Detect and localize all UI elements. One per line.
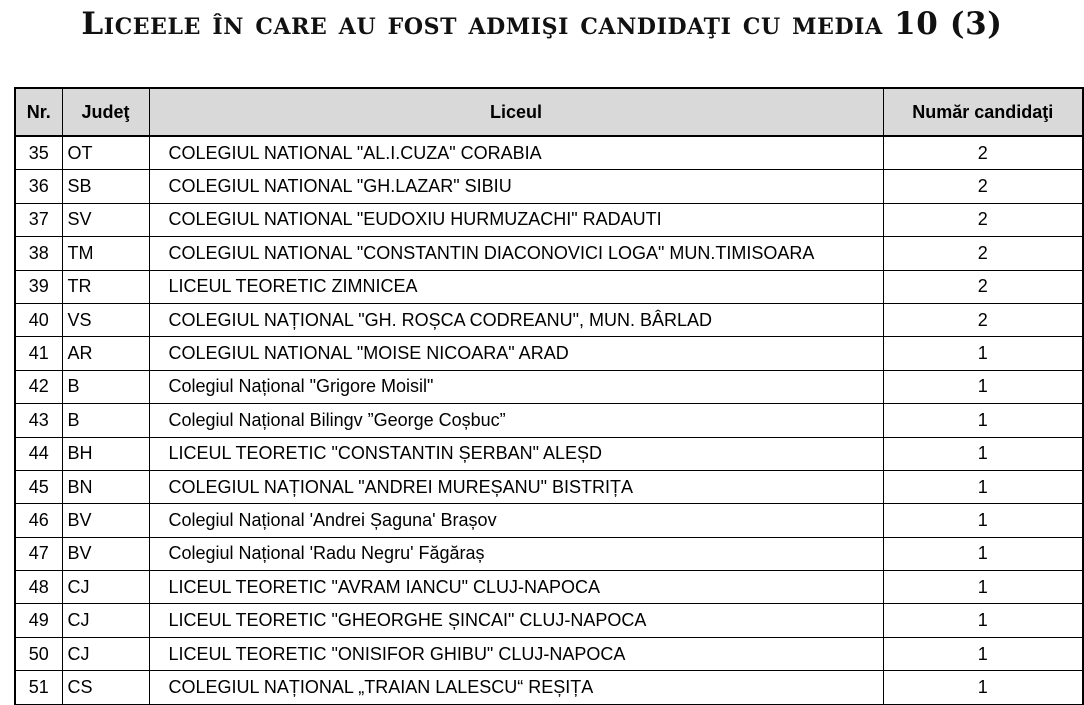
cell-numar-candidati: 1 [883, 504, 1083, 537]
cell-nr: 37 [15, 203, 62, 236]
cell-numar-candidati: 2 [883, 303, 1083, 336]
cell-liceu: COLEGIUL NATIONAL "EUDOXIU HURMUZACHI" RADAUTI [149, 203, 883, 236]
cell-numar-candidati: 1 [883, 604, 1083, 637]
page-title: Liceele în care au fost admişi candidaţi cu media 10 (3) [81, 6, 1003, 42]
table-row [15, 404, 1083, 437]
cell-liceu: COLEGIUL NATIONAL "GH.LAZAR" SIBIU [149, 170, 883, 203]
table-header-row [15, 88, 1083, 136]
cell-numar-candidati: 2 [883, 170, 1083, 203]
cell-liceu: LICEUL TEORETIC ZIMNICEA [149, 270, 883, 303]
table-row [15, 504, 1083, 537]
cell-numar-candidati: 1 [883, 571, 1083, 604]
cell-numar-candidati: 1 [883, 671, 1083, 704]
table-row [15, 136, 1083, 170]
cell-liceu: COLEGIUL NATIONAL "CONSTANTIN DIACONOVICI LOGA" MUN.TIMISOARA [149, 237, 883, 270]
cell-numar-candidati: 1 [883, 470, 1083, 503]
table-row [15, 604, 1083, 637]
cell-nr: 51 [15, 671, 62, 704]
header-nr: Nr. [15, 88, 62, 136]
table-row [15, 537, 1083, 570]
table-row [15, 303, 1083, 336]
header-numar-candidati: Număr candidaţi [883, 88, 1083, 136]
cell-liceu: COLEGIUL NAȚIONAL "GH. ROȘCA CODREANU", MUN. BÂRLAD [149, 303, 883, 336]
cell-judet: BN [62, 470, 149, 503]
cell-numar-candidati: 2 [883, 203, 1083, 236]
header-judet: Judeţ [62, 88, 149, 136]
cell-judet: CJ [62, 571, 149, 604]
cell-judet: CS [62, 671, 149, 704]
cell-nr: 46 [15, 504, 62, 537]
cell-numar-candidati: 1 [883, 370, 1083, 403]
cell-judet: AR [62, 337, 149, 370]
cell-nr: 49 [15, 604, 62, 637]
table-row [15, 270, 1083, 303]
cell-judet: CJ [62, 637, 149, 670]
cell-numar-candidati: 2 [883, 270, 1083, 303]
table-row [15, 370, 1083, 403]
cell-nr: 36 [15, 170, 62, 203]
header-liceu: Liceul [149, 88, 883, 136]
cell-liceu: LICEUL TEORETIC "GHEORGHE ȘINCAI" CLUJ-NAPOCA [149, 604, 883, 637]
cell-nr: 50 [15, 637, 62, 670]
cell-judet: BH [62, 437, 149, 470]
table-row [15, 470, 1083, 503]
table-row [15, 170, 1083, 203]
cell-nr: 42 [15, 370, 62, 403]
cell-judet: B [62, 404, 149, 437]
cell-liceu: LICEUL TEORETIC "ONISIFOR GHIBU" CLUJ-NAPOCA [149, 637, 883, 670]
cell-liceu: COLEGIUL NATIONAL "AL.I.CUZA" CORABIA [149, 136, 883, 170]
cell-judet: CJ [62, 604, 149, 637]
cell-nr: 40 [15, 303, 62, 336]
cell-numar-candidati: 1 [883, 537, 1083, 570]
table-row [15, 637, 1083, 670]
cell-judet: TM [62, 237, 149, 270]
cell-judet: OT [62, 136, 149, 170]
cell-nr: 47 [15, 537, 62, 570]
cell-nr: 38 [15, 237, 62, 270]
cell-judet: SB [62, 170, 149, 203]
cell-numar-candidati: 1 [883, 437, 1083, 470]
cell-numar-candidati: 1 [883, 337, 1083, 370]
cell-liceu: COLEGIUL NAȚIONAL "ANDREI MUREȘANU" BISTRIȚA [149, 470, 883, 503]
cell-judet: VS [62, 303, 149, 336]
table-row [15, 337, 1083, 370]
cell-liceu: Colegiul Național "Grigore Moisil" [149, 370, 883, 403]
cell-judet: TR [62, 270, 149, 303]
schools-table [14, 87, 1084, 705]
cell-liceu: LICEUL TEORETIC "AVRAM IANCU" CLUJ-NAPOCA [149, 571, 883, 604]
cell-judet: B [62, 370, 149, 403]
cell-liceu: Colegiul Național Bilingv ”George Coșbuc” [149, 404, 883, 437]
cell-nr: 44 [15, 437, 62, 470]
cell-liceu: Colegiul Național 'Andrei Șaguna' Brașov [149, 504, 883, 537]
cell-nr: 45 [15, 470, 62, 503]
cell-numar-candidati: 1 [883, 637, 1083, 670]
cell-numar-candidati: 2 [883, 237, 1083, 270]
table-row [15, 671, 1083, 704]
cell-nr: 35 [15, 136, 62, 170]
cell-liceu: COLEGIUL NAȚIONAL „TRAIAN LALESCU“ REȘIȚA [149, 671, 883, 704]
table-body [15, 136, 1083, 704]
cell-liceu: Colegiul Național 'Radu Negru' Făgăraș [149, 537, 883, 570]
table-row [15, 437, 1083, 470]
cell-nr: 48 [15, 571, 62, 604]
cell-judet: SV [62, 203, 149, 236]
cell-nr: 39 [15, 270, 62, 303]
cell-judet: BV [62, 504, 149, 537]
cell-nr: 43 [15, 404, 62, 437]
cell-nr: 41 [15, 337, 62, 370]
cell-numar-candidati: 1 [883, 404, 1083, 437]
table-row [15, 571, 1083, 604]
table-row [15, 237, 1083, 270]
cell-liceu: COLEGIUL NATIONAL "MOISE NICOARA" ARAD [149, 337, 883, 370]
cell-judet: BV [62, 537, 149, 570]
cell-liceu: LICEUL TEORETIC "CONSTANTIN ȘERBAN" ALEȘD [149, 437, 883, 470]
table-row [15, 203, 1083, 236]
cell-numar-candidati: 2 [883, 136, 1083, 170]
